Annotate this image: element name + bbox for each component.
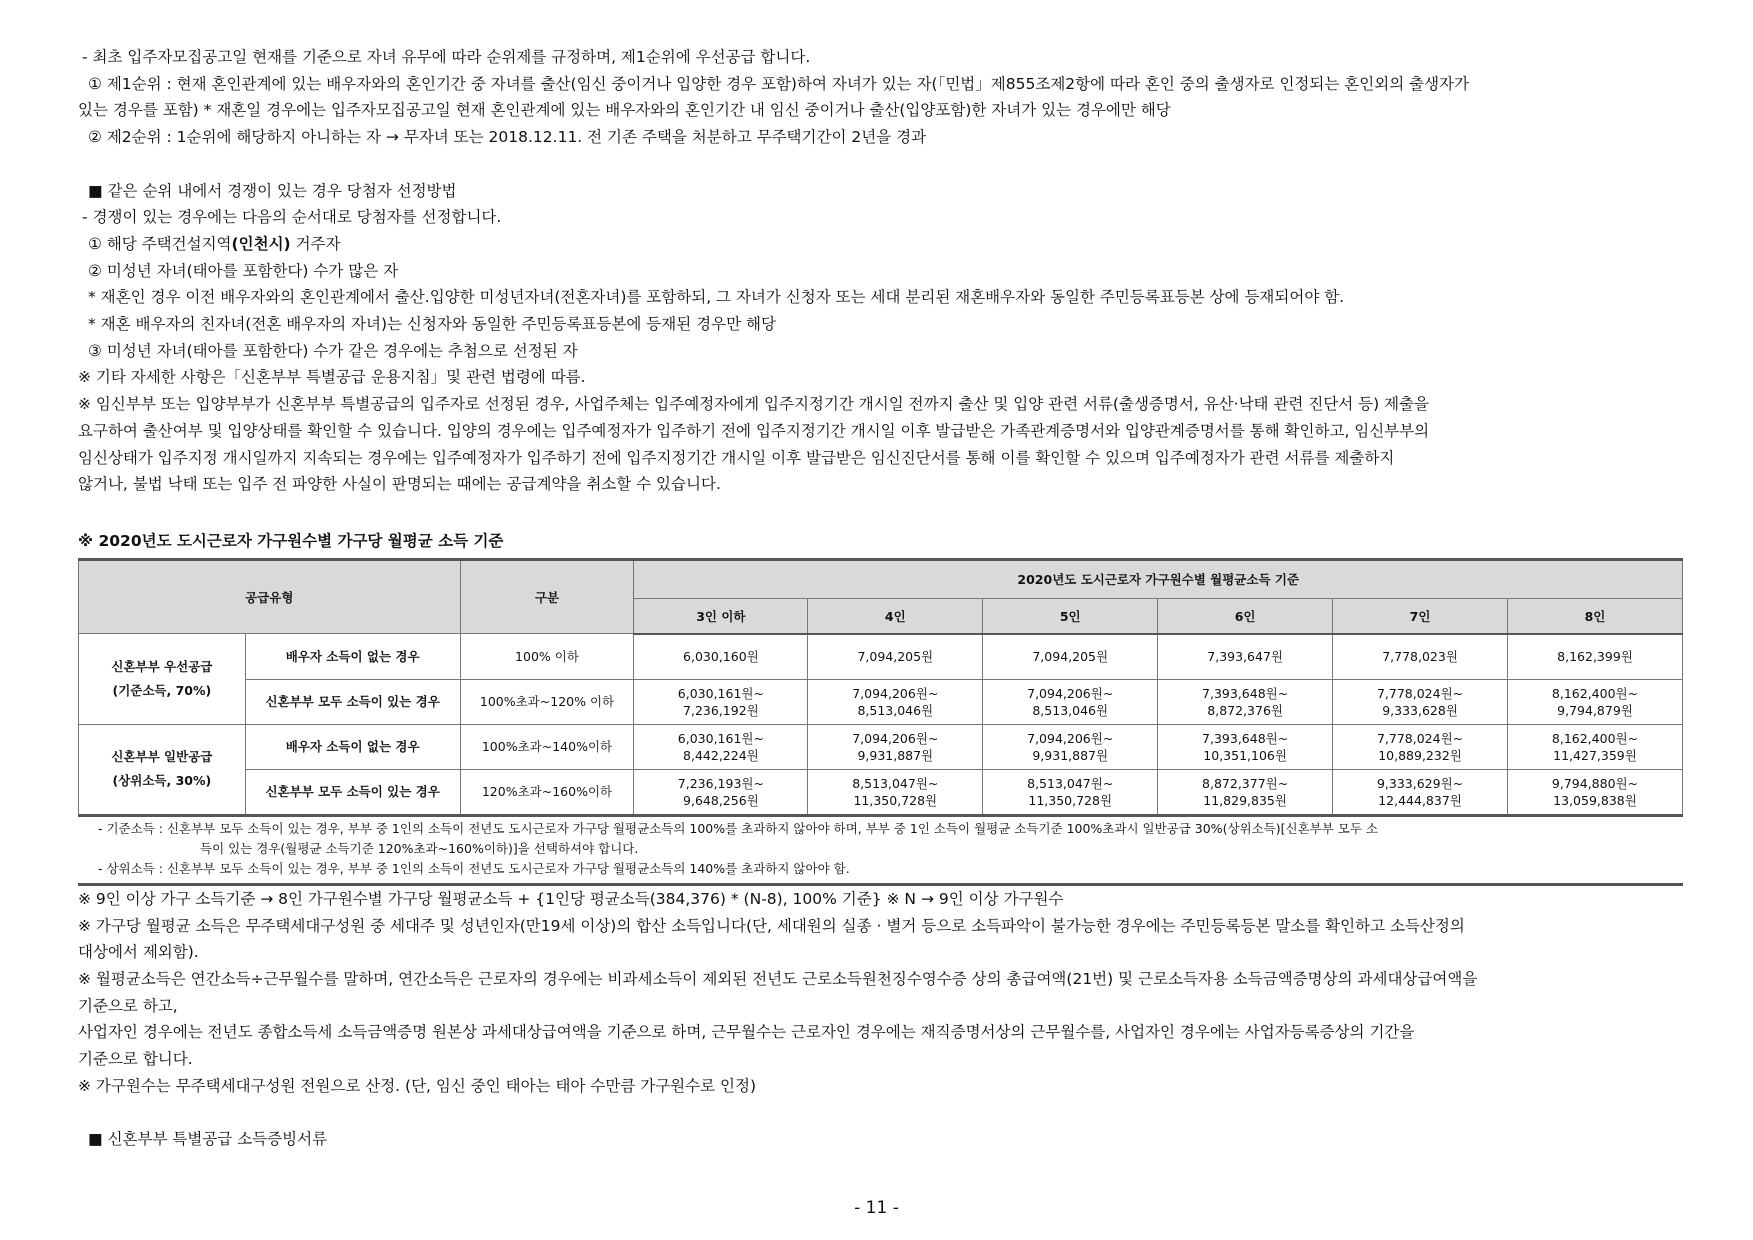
row-label: 신혼부부 모두 소득이 있는 경우 — [245, 679, 460, 724]
item1-prefix: ① 해당 주택건설지역 — [88, 234, 232, 253]
income-cell: 8,162,400원~ 9,794,879원 — [1508, 679, 1683, 724]
col-size: 5인 — [983, 598, 1158, 634]
after-line: ※ 9인 이상 가구 소득기준 → 8인 가구원수별 가구당 월평균소득 + {1인당 평균소득(384,376) * (N-8), 100% 기준} ※ N → 9인 이상 가구원수 — [78, 889, 1064, 908]
competition-heading: ■ 같은 순위 내에서 경쟁이 있는 경우 당첨자 선정방법 — [88, 181, 457, 200]
row-label: 배우자 소득이 없는 경우 — [245, 634, 460, 680]
income-cell: 7,094,206원~ 8,513,046원 — [983, 679, 1158, 724]
intro-line: 있는 경우를 포함) * 재혼일 경우에는 입주자모집공고일 현재 혼인관계에 있는 배우자와의 혼인기간 내 임신 중이거나 출산(입양포함)한 자녀가 있는 경우에만 해당 — [78, 101, 1171, 120]
col-supply-type: 공급유형 — [79, 559, 461, 634]
income-cell: 7,778,023원 — [1333, 634, 1508, 680]
item1-region: (인천시) — [231, 234, 291, 253]
income-cell: 7,393,648원~ 8,872,376원 — [1158, 679, 1333, 724]
competition-note: 않거나, 불법 낙태 또는 입주 전 파양한 사실이 판명되는 때에는 공급계약을 취소할 수 있습니다. — [78, 475, 721, 494]
income-cell: 6,030,161원~ 8,442,224원 — [634, 724, 808, 769]
docs-heading: ■ 신혼부부 특별공급 소득증빙서류 — [88, 1130, 328, 1149]
intro-section — [78, 44, 1683, 151]
income-cell: 6,030,161원~ 7,236,192원 — [634, 679, 808, 724]
table-row — [79, 634, 1683, 680]
group-name: 신혼부부 일반공급 (상위소득, 30%) — [79, 724, 246, 815]
row-label: 배우자 소득이 없는 경우 — [245, 724, 460, 769]
row-label: 신혼부부 모두 소득이 있는 경우 — [245, 769, 460, 815]
income-cell: 6,030,160원 — [634, 634, 808, 680]
after-line: ※ 가구원수는 무주택세대구성원 전원으로 산정. (단, 임신 중인 태아는 태아 수만큼 가구원수로 인정) — [78, 1076, 757, 1095]
competition-section — [78, 178, 1683, 498]
table-note: - 기준소득 : 신혼부부 모두 소득이 있는 경우, 부부 중 1인의 소득이 전년도 도시근로자 가구당 월평균소득의 100%를 초과하지 않아야 하며, 부부 중 1인 소득이 월평균 소득기준 100%초과시 일반공급 30%(상위소득)[신혼부부 모두 소 — [98, 820, 1378, 836]
after-line: 대상에서 제외함). — [78, 943, 199, 962]
item1-suffix: 거주자 — [290, 234, 341, 253]
col-size: 8인 — [1508, 598, 1683, 634]
income-cell: 9,333,629원~ 12,444,837원 — [1333, 769, 1508, 815]
competition-lead: - 경쟁이 있는 경우에는 다음의 순서대로 당첨자를 선정합니다. — [82, 208, 502, 227]
income-cell: 9,794,880원~ 13,059,838원 — [1508, 769, 1683, 815]
competition-note: 임신상태가 입주지정 개시일까지 지속되는 경우에는 입주예정자가 입주하기 전에 입주지정기간 개시일 이후 발급받은 임신진단서를 통해 이를 확인할 수 있으며 입주예정자가 관련 서류를 제출하지 — [78, 448, 1395, 467]
after-notes — [78, 886, 1683, 1100]
intro-line: ② 제2순위 : 1순위에 해당하지 아니하는 자 → 무자녀 또는 2018.12.11. 전 기존 주택을 처분하고 무주택기간이 2년을 경과 — [88, 128, 927, 147]
row-range: 100%초과~120% 이하 — [460, 679, 634, 724]
income-cell: 7,094,205원 — [808, 634, 983, 680]
income-cell: 7,094,205원 — [983, 634, 1158, 680]
after-line: ※ 월평균소득은 연간소득÷근무월수를 말하며, 연간소득은 근로자의 경우에는 비과세소득이 제외된 전년도 근로소득원천징수영수증 상의 총급여액(21번) 및 근로소득자용 소득금액증명상의 과세대상급여액을 — [78, 970, 1478, 989]
income-cell: 8,162,400원~ 11,427,359원 — [1508, 724, 1683, 769]
competition-item: * 재혼인 경우 이전 배우자와의 혼인관계에서 출산.입양한 미성년자녀(전혼자녀)를 포함하되, 그 자녀가 신청자 또는 세대 분리된 재혼배우자와 동일한 주민등록표등본 상에 등재되어야 함. — [88, 288, 1345, 307]
row-range: 100%초과~140%이하 — [460, 724, 634, 769]
income-cell: 7,393,648원~ 10,351,106원 — [1158, 724, 1333, 769]
document-page — [78, 44, 1683, 1153]
col-size: 3인 이하 — [634, 598, 808, 634]
col-size: 4인 — [808, 598, 983, 634]
table-notes — [78, 817, 1683, 886]
income-table-title: ※ 2020년도 도시근로자 가구원수별 가구당 월평균 소득 기준 — [78, 531, 504, 550]
income-cell: 7,094,206원~ 8,513,046원 — [808, 679, 983, 724]
intro-line: - 최초 입주자모집공고일 현재를 기준으로 자녀 유무에 따라 순위제를 규정하며, 제1순위에 우선공급 합니다. — [82, 48, 811, 66]
competition-note: ※ 임신부부 또는 입양부부가 신혼부부 특별공급의 입주자로 선정된 경우, 사업주체는 입주예정자에게 입주지정기간 개시일 전까지 출산 및 입양 관련 서류(출생증명서, 유산·낙태 관련 진단서 등) 제출을 — [78, 395, 1430, 414]
income-cell: 8,513,047원~ 11,350,728원 — [808, 769, 983, 815]
competition-item: * 재혼 배우자의 친자녀(전혼 배우자의 자녀)는 신청자와 동일한 주민등록표등본에 등재된 경우만 해당 — [88, 315, 776, 334]
table-note: - 상위소득 : 신혼부부 모두 소득이 있는 경우, 부부 중 1인의 소득이 전년도 도시근로자 가구당 월평균소득의 140%를 초과하지 않아야 함. — [98, 860, 850, 876]
group-name: 신혼부부 우선공급 (기준소득, 70%) — [79, 634, 246, 725]
col-income-group: 2020년도 도시근로자 가구원수별 월평균소득 기준 — [634, 559, 1683, 598]
competition-note: ※ 기타 자세한 사항은「신혼부부 특별공급 운용지침」및 관련 법령에 따름. — [78, 368, 586, 387]
row-range: 100% 이하 — [460, 634, 634, 680]
competition-note: 요구하여 출산여부 및 입양상태를 확인할 수 있습니다. 입양의 경우에는 입주예정자가 입주하기 전에 입주지정기간 개시일 이후 발급받은 가족관계증명서와 입양관계증명서를 통해 확인하고, 임신부부의 — [78, 421, 1430, 440]
competition-item — [78, 231, 1683, 258]
col-size: 6인 — [1158, 598, 1333, 634]
page-number: - 11 - — [854, 1198, 899, 1218]
after-line: 기준으로 합니다. — [78, 1050, 193, 1069]
col-size: 7인 — [1333, 598, 1508, 634]
table-row — [79, 679, 1683, 724]
income-cell: 7,393,647원 — [1158, 634, 1333, 680]
table-note: 득이 있는 경우(월평균 소득기준 120%초과~160%이하)]을 선택하셔야 합니다. — [200, 840, 639, 856]
table-row — [79, 769, 1683, 815]
competition-item: ③ 미성년 자녀(태아를 포함한다) 수가 같은 경우에는 추첨으로 선정된 자 — [88, 341, 578, 360]
intro-line: ① 제1순위 : 현재 혼인관계에 있는 배우자와의 혼인기간 중 자녀를 출산(임신 중이거나 입양한 경우 포함)하여 자녀가 있는 자(「민법」제855조제2항에 따라 혼인 중의 출생자로 인정되는 혼인외의 출생자가 — [88, 74, 1469, 93]
after-line: 기준으로 하고, — [78, 996, 178, 1015]
row-range: 120%초과~160%이하 — [460, 769, 634, 815]
table-row — [79, 724, 1683, 769]
income-cell: 8,162,399원 — [1508, 634, 1683, 680]
after-line: 사업자인 경우에는 전년도 종합소득세 소득금액증명 원본상 과세대상급여액을 기준으로 하며, 근무월수는 근로자인 경우에는 재직증명서상의 근무월수를, 사업자인 경우에는 사업자등록증상의 기간을 — [78, 1023, 1415, 1042]
col-category: 구분 — [460, 559, 634, 634]
competition-item: ② 미성년 자녀(태아를 포함한다) 수가 많은 자 — [88, 261, 399, 280]
income-cell: 7,778,024원~ 10,889,232원 — [1333, 724, 1508, 769]
income-cell: 7,778,024원~ 9,333,628원 — [1333, 679, 1508, 724]
income-table — [78, 558, 1683, 817]
income-cell: 7,236,193원~ 9,648,256원 — [634, 769, 808, 815]
income-cell: 7,094,206원~ 9,931,887원 — [983, 724, 1158, 769]
income-cell: 8,513,047원~ 11,350,728원 — [983, 769, 1158, 815]
income-cell: 7,094,206원~ 9,931,887원 — [808, 724, 983, 769]
after-line: ※ 가구당 월평균 소득은 무주택세대구성원 중 세대주 및 성년인자(만19세 이상)의 합산 소득입니다(단, 세대원의 실종 · 별거 등으로 소득파악이 불가능한 경우에는 주민등록등본 말소를 확인하고 소득산정의 — [78, 916, 1465, 935]
income-cell: 8,872,377원~ 11,829,835원 — [1158, 769, 1333, 815]
